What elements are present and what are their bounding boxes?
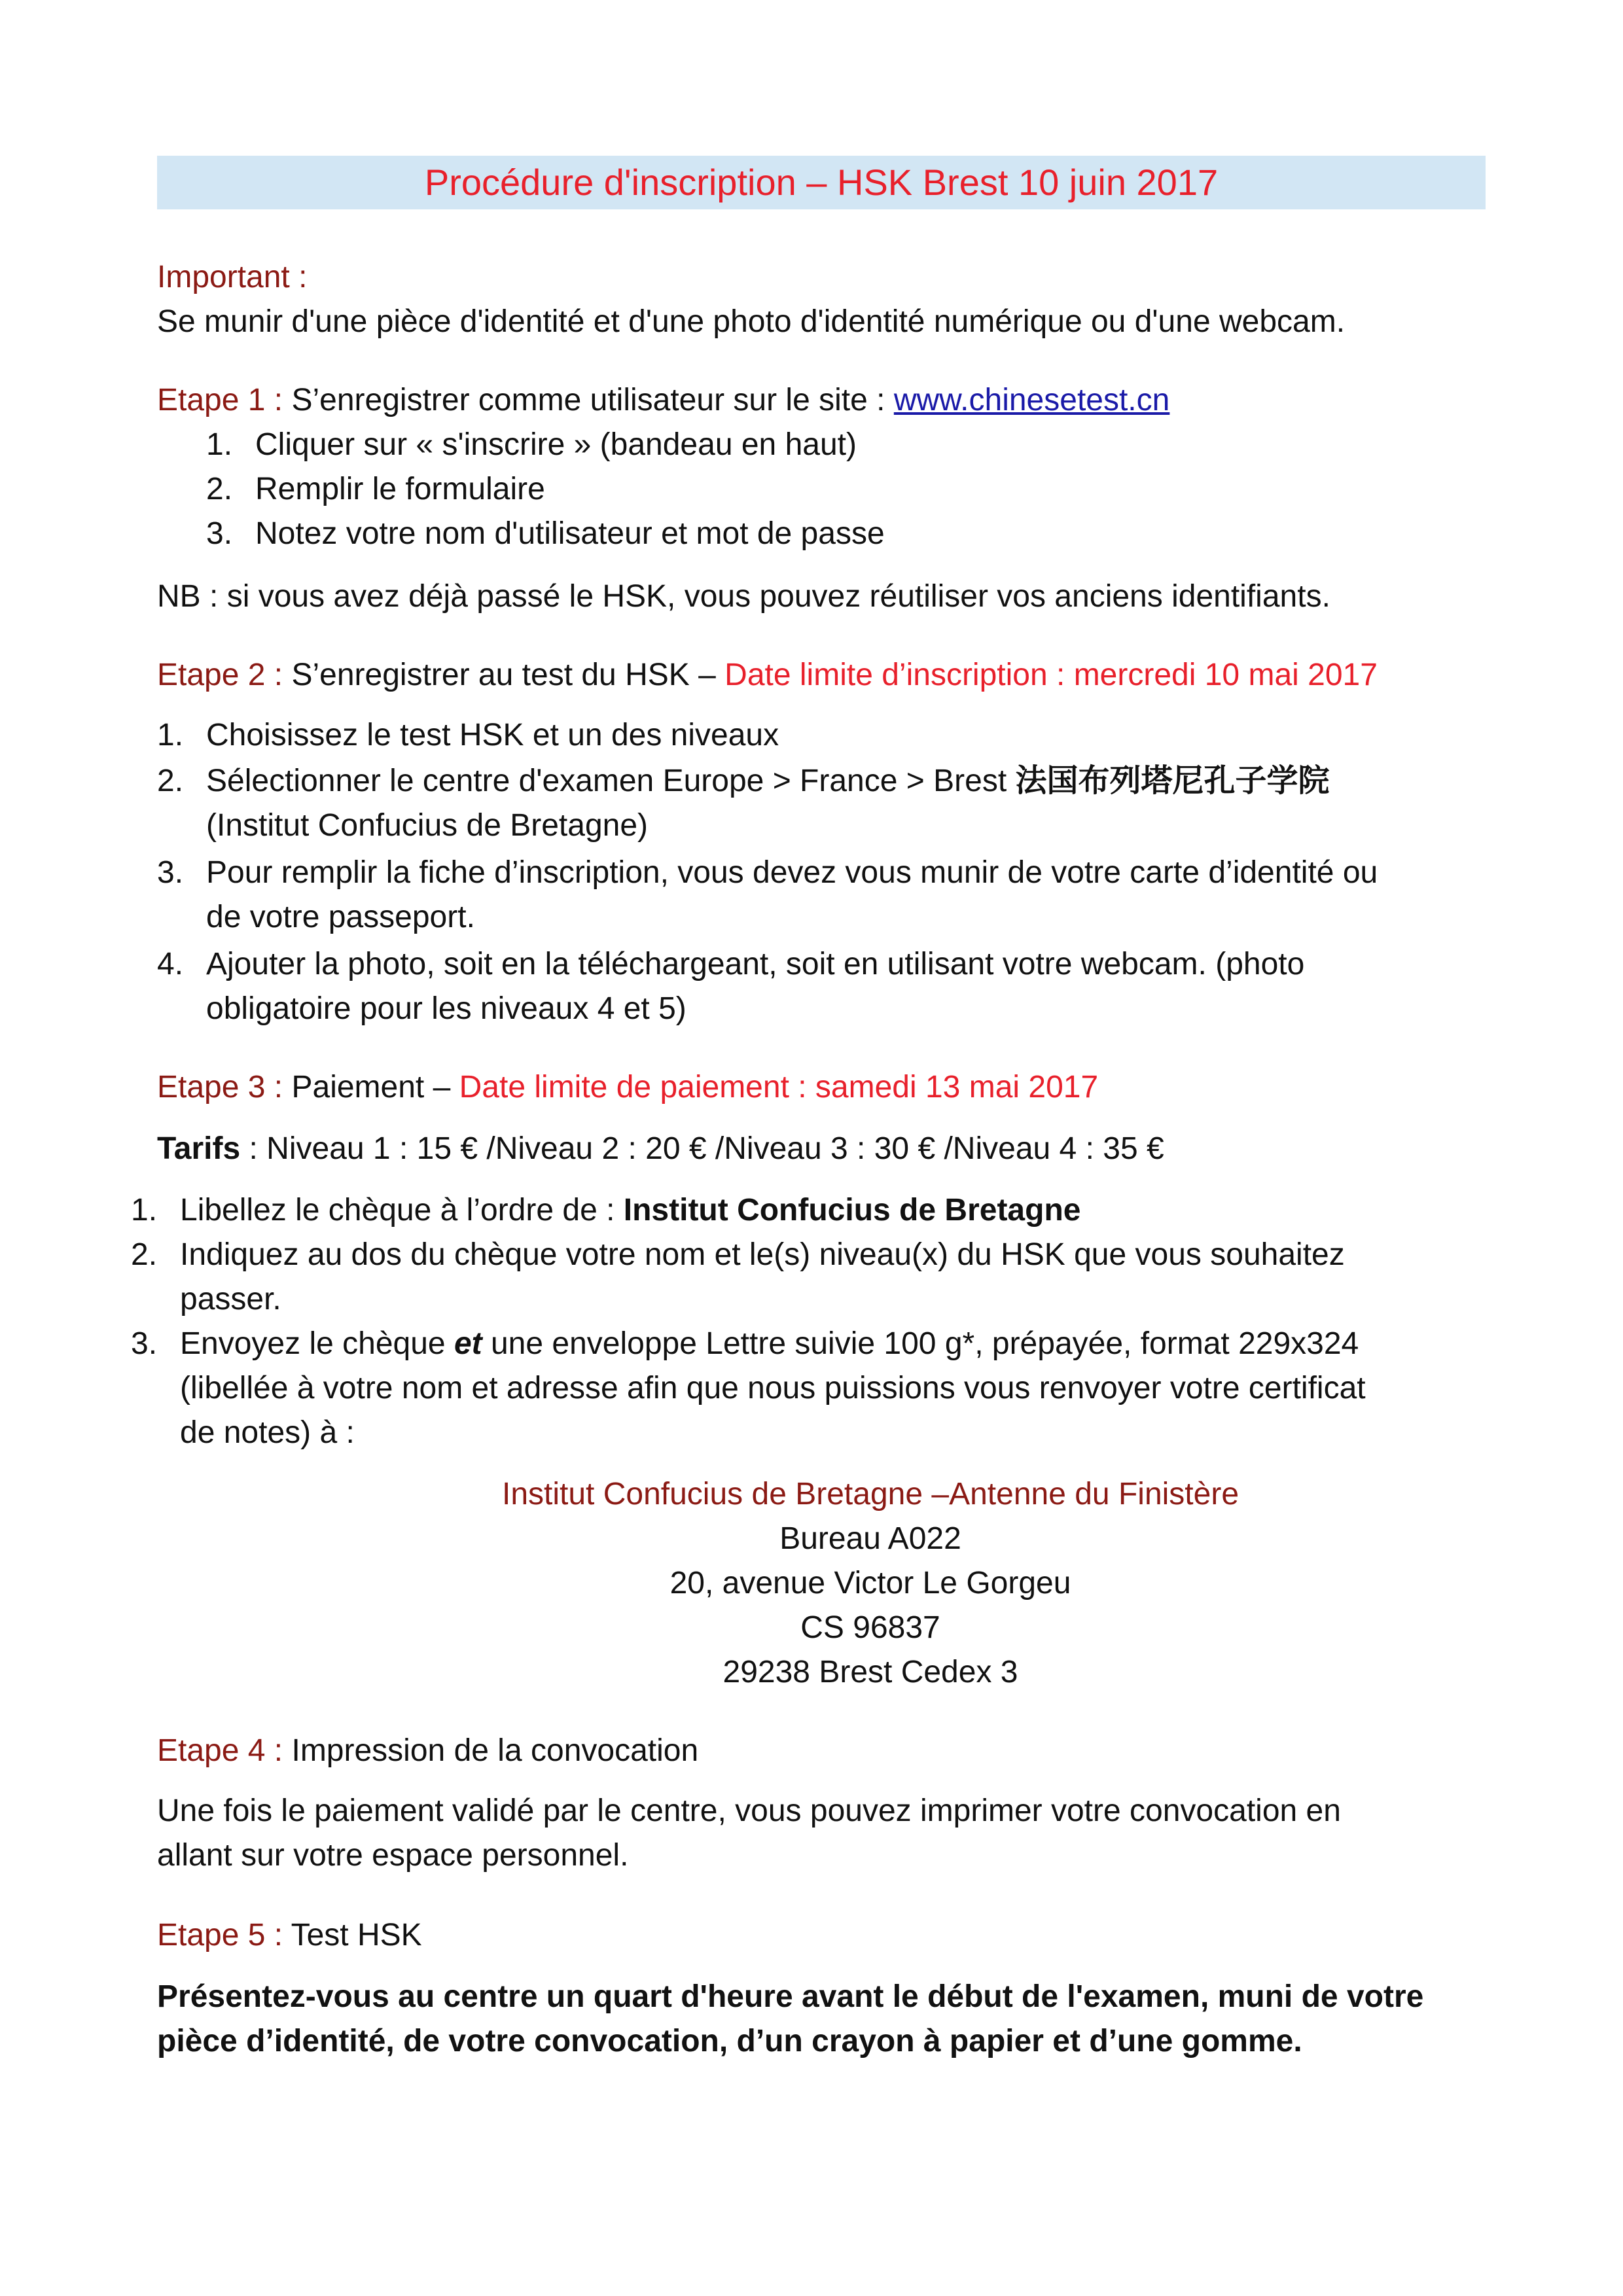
- etape5-text: pièce d’identité, de votre convocation, d’un crayon à papier et d’une gomme.: [157, 2024, 1302, 2058]
- etape5-heading: [157, 1913, 422, 1958]
- list-item: Pour remplir la fiche d’inscription, vous devez vous munir de votre carte d’identité ou: [206, 855, 1378, 890]
- payee-name: Institut Confucius de Bretagne: [623, 1193, 1081, 1227]
- etape1-heading: [157, 378, 1169, 423]
- etape4-text: Une fois le paiement validé par le centre, vous pouvez imprimer votre convocation en: [157, 1793, 1341, 1828]
- list-item: Indiquez au dos du chèque votre nom et le(s) niveau(x) du HSK que vous souhaitez: [180, 1237, 1345, 1272]
- page-title: Procédure d'inscription – HSK Brest 10 juin 2017: [157, 156, 1486, 209]
- list-item-continuation: obligatoire pour les niveaux 4 et 5): [206, 991, 687, 1026]
- etape2-label: Etape 2 :: [157, 658, 283, 692]
- list-number: 1.: [157, 718, 184, 752]
- etape3-title: Paiement –: [291, 1070, 451, 1104]
- etape3-heading: [157, 1065, 1098, 1110]
- etape2-title: S’enregistrer au test du HSK –: [291, 658, 716, 692]
- list-item: Notez votre nom d'utilisateur et mot de passe: [255, 516, 885, 551]
- address-line: 29238 Brest Cedex 3: [722, 1655, 1018, 1689]
- chinese-center-name: 法国布列塔尼孔子学院: [1015, 764, 1330, 798]
- etape4-title: Impression de la convocation: [291, 1733, 699, 1768]
- list-item-continuation: de votre passeport.: [206, 900, 475, 934]
- list-number: 2.: [206, 472, 233, 506]
- etape1-note: NB : si vous avez déjà passé le HSK, vous pouvez réutiliser vos anciens identifiants.: [157, 579, 1330, 614]
- list-item: [180, 1188, 1080, 1233]
- list-item-text: Sélectionner le centre d'examen Europe > France > Brest: [206, 764, 1016, 798]
- etape3-deadline: Date limite de paiement : samedi 13 mai 2017: [459, 1070, 1099, 1104]
- tarifs-line: [157, 1127, 1164, 1171]
- list-item-text: une enveloppe Lettre suivie 100 g*, prépayée, format 229x324: [482, 1326, 1359, 1361]
- list-number: 3.: [157, 855, 184, 890]
- list-item-text: Envoyez le chèque: [180, 1326, 454, 1361]
- important-label: Important :: [157, 260, 308, 294]
- list-item-continuation: de notes) à :: [180, 1415, 355, 1450]
- etape5-title: Test HSK: [291, 1918, 422, 1952]
- list-number: 3.: [206, 516, 233, 551]
- etape1-label: Etape 1 :: [157, 383, 283, 417]
- etape4-label: Etape 4 :: [157, 1733, 283, 1768]
- etape4-text: allant sur votre espace personnel.: [157, 1838, 629, 1873]
- list-item: [180, 1322, 1359, 1366]
- tarifs-label: Tarifs: [157, 1131, 241, 1166]
- list-item-continuation: passer.: [180, 1282, 281, 1316]
- emphasis-et: et: [454, 1326, 482, 1361]
- list-item: [206, 759, 1330, 804]
- list-number: 3.: [131, 1326, 158, 1361]
- address-name: Institut Confucius de Bretagne –Antenne du Finistère: [501, 1477, 1240, 1511]
- list-item-continuation: (libellée à votre nom et adresse afin que nous puissions vous renvoyer votre certificat: [180, 1371, 1366, 1405]
- list-number: 4.: [157, 947, 184, 981]
- address-line: 20, avenue Victor Le Gorgeu: [669, 1566, 1071, 1600]
- list-number: 2.: [131, 1237, 158, 1272]
- list-item: Remplir le formulaire: [255, 472, 545, 506]
- tarifs-values: : Niveau 1 : 15 € /Niveau 2 : 20 € /Niveau 3 : 30 € /Niveau 4 : 35 €: [240, 1131, 1164, 1166]
- chinesetest-link[interactable]: www.chinesetest.cn: [893, 383, 1170, 417]
- etape2-deadline: Date limite d’inscription : mercredi 10 mai 2017: [724, 658, 1378, 692]
- important-text: Se munir d'une pièce d'identité et d'une photo d'identité numérique ou d'une webcam.: [157, 304, 1346, 339]
- etape2-heading: [157, 653, 1378, 698]
- list-item: Cliquer sur « s'inscrire » (bandeau en haut): [255, 427, 857, 462]
- list-number: 1.: [206, 427, 233, 462]
- list-item-continuation: (Institut Confucius de Bretagne): [206, 808, 649, 843]
- list-item: Ajouter la photo, soit en la téléchargeant, soit en utilisant votre webcam. (photo: [206, 947, 1305, 981]
- list-number: 2.: [157, 764, 184, 798]
- list-number: 1.: [131, 1193, 158, 1227]
- address-line: Bureau A022: [779, 1521, 961, 1556]
- address-line: CS 96837: [800, 1610, 940, 1645]
- etape5-text: Présentez-vous au centre un quart d'heure avant le début de l'examen, muni de votre: [157, 1979, 1424, 2014]
- etape4-heading: [157, 1729, 698, 1773]
- etape5-label: Etape 5 :: [157, 1918, 283, 1952]
- etape1-title: S’enregistrer comme utilisateur sur le site :: [291, 383, 885, 417]
- etape3-label: Etape 3 :: [157, 1070, 283, 1104]
- list-item: Choisissez le test HSK et un des niveaux: [206, 718, 779, 752]
- list-item-text: Libellez le chèque à l’ordre de :: [180, 1193, 624, 1227]
